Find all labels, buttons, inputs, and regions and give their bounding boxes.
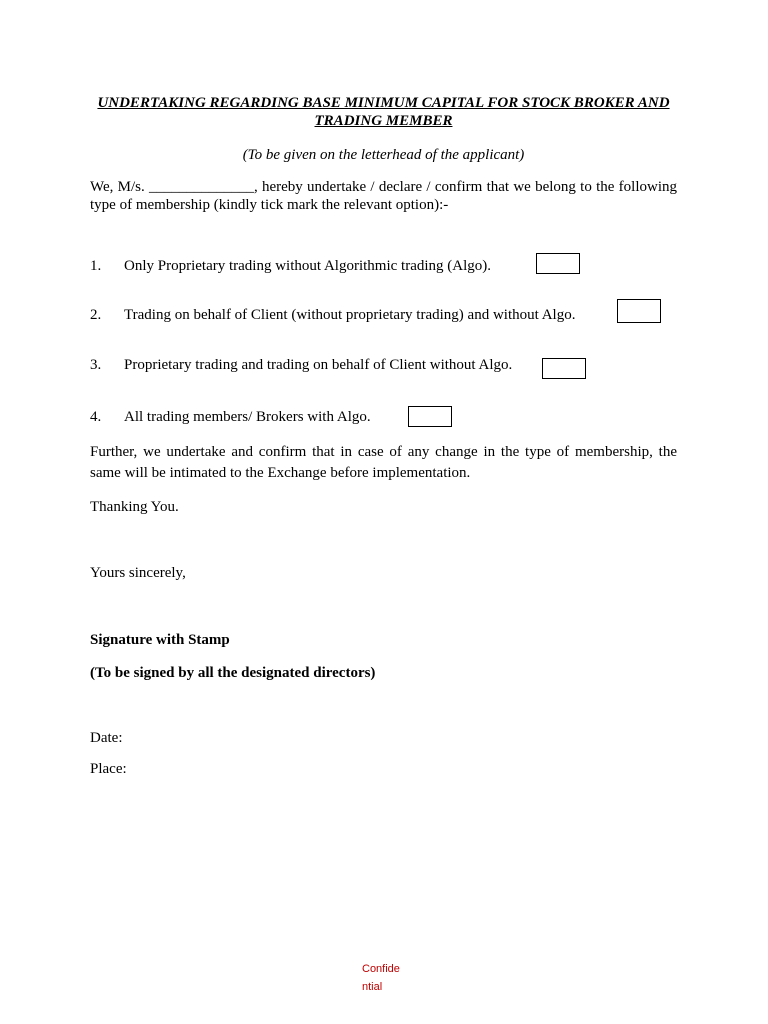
document-page	[90, 0, 677, 1024]
title-line-1: UNDERTAKING REGARDING BASE MINIMUM CAPITAL FOR STOCK BROKER AND	[97, 95, 670, 111]
document-title	[90, 94, 677, 130]
closing-line: Yours sincerely,	[90, 565, 186, 581]
option-number: 4.	[90, 409, 102, 425]
option-3-tick-box[interactable]	[542, 358, 586, 379]
thanking-line: Thanking You.	[90, 499, 179, 515]
footer-line-1: Confide	[362, 963, 400, 975]
confidential-footer	[362, 960, 422, 996]
option-4-tick-box[interactable]	[408, 406, 452, 427]
footer-line-2: ntial	[362, 981, 383, 993]
option-1-tick-box[interactable]	[536, 253, 580, 274]
date-label: Date:	[90, 730, 123, 746]
title-line-2: TRADING MEMBER	[314, 113, 453, 129]
option-text: Only Proprietary trading without Algorithmic trading (Algo).	[124, 258, 492, 274]
place-label: Place:	[90, 761, 127, 777]
option-number: 2.	[90, 307, 102, 323]
option-2-tick-box[interactable]	[617, 299, 661, 323]
option-text: Trading on behalf of Client (without proprietary trading) and without Algo.	[124, 307, 576, 323]
intro-paragraph: We, M/s. ______________, hereby undertake / declare / confirm that we belong to the following type of membership (kindly tick mark the relevant option):-	[90, 179, 677, 213]
further-paragraph: Further, we undertake and confirm that in case of any change in the type of membership, the same will be intimated to the Exchange before implementation.	[90, 444, 677, 481]
option-text: Proprietary trading and trading on behalf of Client without Algo.	[124, 357, 513, 373]
document-subtitle: (To be given on the letterhead of the applicant)	[242, 147, 525, 163]
signature-note: (To be signed by all the designated directors)	[90, 665, 376, 681]
signature-label: Signature with Stamp	[90, 632, 230, 648]
option-number: 3.	[90, 357, 102, 373]
option-text: All trading members/ Brokers with Algo.	[124, 409, 371, 425]
option-number: 1.	[90, 258, 102, 274]
